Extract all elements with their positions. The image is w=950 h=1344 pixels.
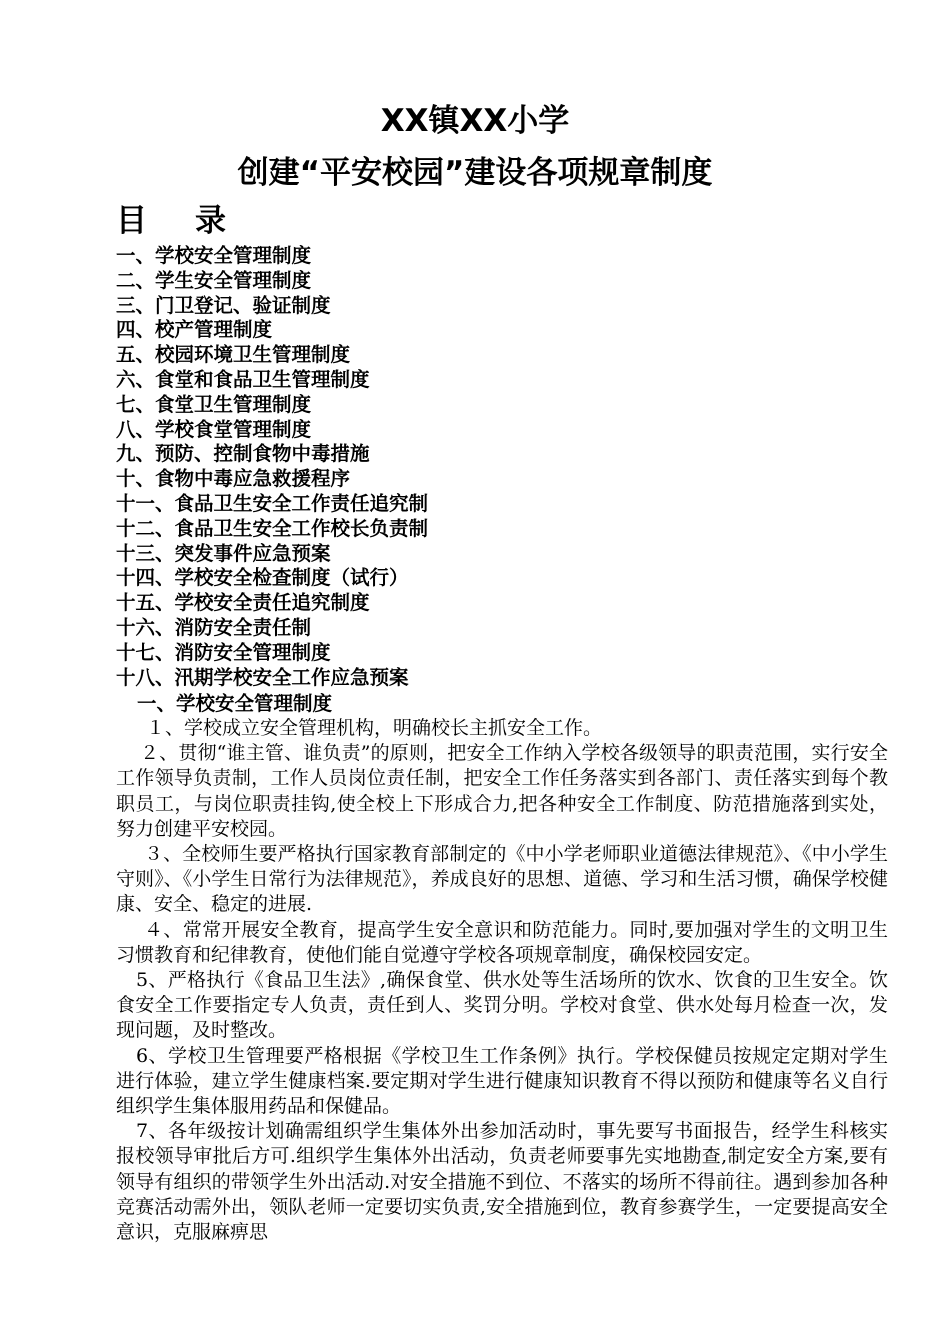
section-heading: 一、学校安全管理制度 bbox=[137, 692, 333, 715]
toc-item: 十三、突发事件应急预案 bbox=[116, 541, 331, 565]
toc-item: 七、食堂卫生管理制度 bbox=[116, 392, 312, 416]
toc-item: 十二、食品卫生安全工作校长负责制 bbox=[116, 516, 429, 540]
toc-heading: 目录 bbox=[116, 203, 274, 239]
toc-item: 九、预防、控制食物中毒措施 bbox=[116, 442, 370, 466]
paragraph-5: 5、严格执行《食品卫生法》,确保食堂、供水处等生活场所的饮水、饮食的卫生安全。饮食安全工作要指定专人负责，责任到人、奖罚分明。学校对食堂、供水处每月检查一次，发现问题，及时整改。 bbox=[116, 969, 888, 1042]
paragraph-3: ３、全校师生要严格执行国家教育部制定的《中小学老师职业道德法律规范》、《中小学生守则》、《小学生日常行为法律规范》，养成良好的思想、道德、学习和生活习惯，确保学校健康、安全、稳定的进展. bbox=[116, 843, 888, 916]
toc-item: 一、学校安全管理制度 bbox=[116, 244, 312, 267]
paragraph-7: 7、各年级按计划确需组织学生集体外出参加活动时，事先要写书面报告，经学生科核实报校领导审批后方可.组织学生集体外出活动，负责老师要事先实地勘查,制定安全方案,要有领导有组织的带领学生外出活动.对安全措施不到位、不落实的场所不得前往。遇到参加各种竞赛活动需外出，领队老师一定要切实负责,安全措施到位，教育参赛学生，一定要提高安全意识，克服麻痹思 bbox=[116, 1120, 888, 1244]
document-title-main: 创建“平安校园”建设各项规章制度 bbox=[237, 155, 713, 191]
toc-item: 五、校园环境卫生管理制度 bbox=[116, 343, 351, 367]
section-body bbox=[116, 716, 888, 1245]
toc-item: 十七、消防安全管理制度 bbox=[116, 640, 331, 664]
toc-item: 十五、学校安全责任追究制度 bbox=[116, 591, 370, 615]
toc-item: 八、学校食堂管理制度 bbox=[116, 417, 312, 441]
paragraph-4: ４、常常开展安全教育，提高学生安全意识和防范能力。同时,要加强对学生的文明卫生习惯教育和纪律教育，使他们能自觉遵守学校各项规章制度，确保校园安定。 bbox=[116, 918, 888, 966]
toc-item: 二、学生安全管理制度 bbox=[116, 268, 312, 292]
toc-list bbox=[116, 244, 428, 690]
toc-item: 十六、消防安全责任制 bbox=[116, 615, 312, 639]
toc-item: 十四、学校安全检查制度（试行） bbox=[116, 566, 409, 590]
paragraph-2: ２、贯彻“谁主管、谁负责”的原则，把安全工作纳入学校各级领导的职责范围，实行安全工作领导负责制，工作人员岗位责任制，把安全工作任务落实到各部门、责任落实到每个教职员工，与岗位职责挂钩,使全校上下形成合力,把各种安全工作制度、防范措施落到实处，努力创建平安校园。 bbox=[116, 742, 888, 840]
document-title-school: XX镇XX小学 bbox=[380, 103, 570, 139]
paragraph-1: １、学校成立安全管理机构，明确校长主抓安全工作。 bbox=[146, 717, 603, 739]
toc-item: 十一、食品卫生安全工作责任追究制 bbox=[116, 491, 429, 515]
toc-item: 六、食堂和食品卫生管理制度 bbox=[116, 367, 370, 391]
toc-item: 十、食物中毒应急救援程序 bbox=[116, 467, 351, 491]
toc-item: 四、校产管理制度 bbox=[116, 318, 273, 342]
toc-item: 三、门卫登记、验证制度 bbox=[116, 293, 331, 317]
toc-item: 十八、汛期学校安全工作应急预案 bbox=[116, 665, 409, 689]
paragraph-6: 6、学校卫生管理要严格根据《学校卫生工作条例》执行。学校保健员按规定定期对学生进行体验，建立学生健康档案.要定期对学生进行健康知识教育不得以预防和健康等名义自行组织学生集体服用药品和保健品。 bbox=[116, 1044, 888, 1118]
